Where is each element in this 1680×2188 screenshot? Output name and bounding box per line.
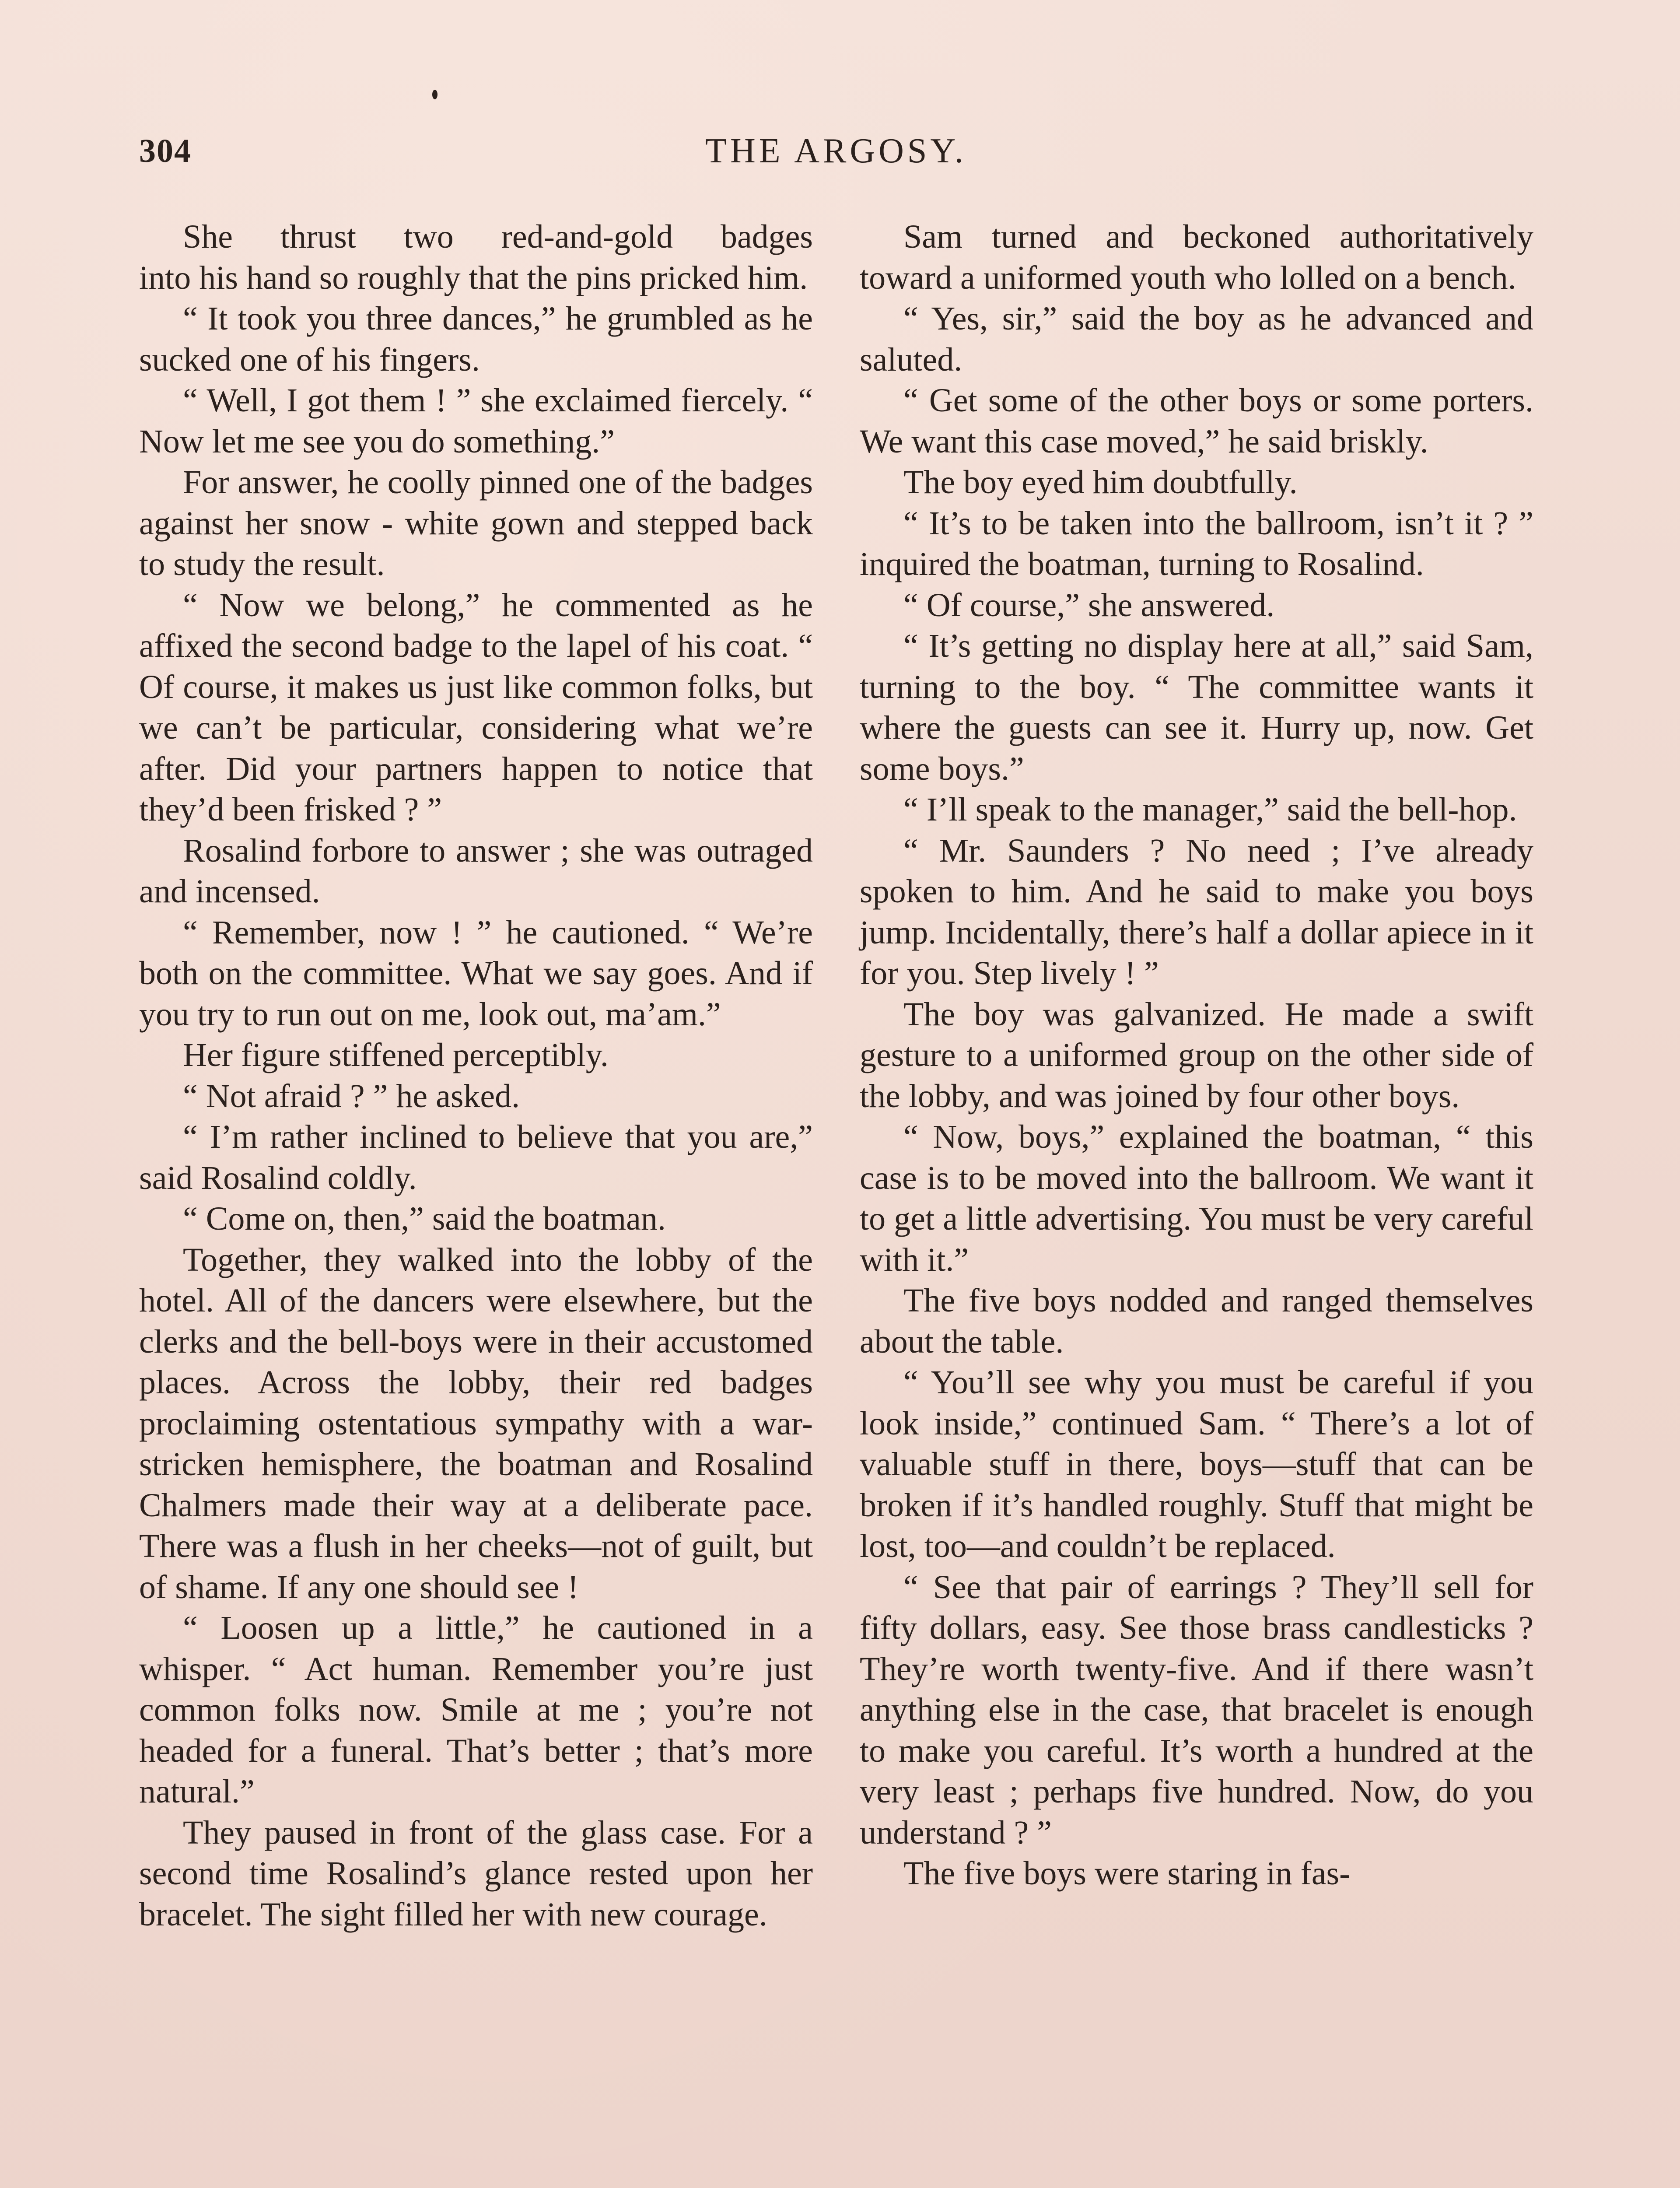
paragraph: “ See that pair of earrings ? They’ll sell for fifty dollars, easy. See those brass candlesticks ? They’re worth twenty-five. And if there wasn’t anything else in the case, that bracelet is enough to make you careful. It’s worth a hundred at the very least ; perhaps five hundred. Now, do you understand ? ” <box>860 1568 1533 1851</box>
paragraph: Together, they walked into the lobby of the hotel. All of the dancers were elsewhere, but the clerks and the bell-boys were in their accustomed places. Across the lobby, their red badges proclaiming ostentatious sympathy with a war-stricken hemisphere, the boatman and Rosalind Chalmers made their way at a deliberate pace. There was a flush in her cheeks—not of guilt, but of shame. If any one should see ! <box>139 1241 813 1606</box>
page-number: 304 <box>139 133 192 169</box>
paragraph: Sam turned and beckoned authoritatively toward a uniformed youth who lolled on a bench. <box>860 218 1533 296</box>
page-header <box>139 128 1533 176</box>
paragraph: “ Come on, then,” said the boatman. <box>183 1200 666 1237</box>
paragraph: The boy was galvanized. He made a swift gesture to a uniformed group on the other side of the lobby, and was joined by four other boys. <box>860 996 1533 1115</box>
paragraph: “ It’s to be taken into the ballroom, isn’t it ? ” inquired the boatman, turning to Rosalind. <box>860 505 1533 582</box>
paragraph: “ Loosen up a little,” he cautioned in a whisper. “ Act human. Remember you’re just common folks now. Smile at me ; you’re not headed for a funeral. That’s better ; that’s more natural.” <box>139 1609 813 1810</box>
paragraph: “ Now we belong,” he commented as he affixed the second badge to the lapel of his coat. “ Of course, it makes us just like common folks, but we can’t be particular, considering what we’re after. Did your partners happen to notice that they’d been frisked ? ” <box>139 586 813 828</box>
paragraph: For answer, he coolly pinned one of the badges against her snow - white gown and stepped back to study the result. <box>139 464 813 582</box>
paragraph: The five boys nodded and ranged themselves about the table. <box>860 1282 1533 1360</box>
paragraph: “ Not afraid ? ” he asked. <box>183 1077 520 1115</box>
ink-speck <box>432 90 438 99</box>
paragraph-first-line: She thrust two red-and-gold badges <box>183 218 813 255</box>
paragraph: The five boys were staring in fas- <box>903 1855 1351 1892</box>
right-column <box>860 217 1533 1894</box>
paragraph: “ I’ll speak to the manager,” said the bell-hop. <box>903 791 1517 828</box>
paragraph: into his hand so roughly that the pins pricked him. <box>139 259 808 296</box>
paragraph: “ It’s getting no display here at all,” said Sam, turning to the boy. “ The committee wants it where the guests can see it. Hurry up, now. Get some boys.” <box>860 628 1533 787</box>
paragraph: “ You’ll see why you must be careful if you look inside,” continued Sam. “ There’s a lot of valuable stuff in there, boys—stuff that can be broken if it’s handled roughly. Stuff that might be lost, too—and couldn’t be replaced. <box>860 1364 1533 1564</box>
paragraph: “ It took you three dances,” he grumbled as he sucked one of his fingers. <box>139 300 813 378</box>
paragraph: “ Now, boys,” explained the boatman, “ this case is to be moved into the ballroom. We want it to get a little advertising. You must be very careful with it.” <box>860 1119 1533 1278</box>
paragraph: “ Mr. Saunders ? No need ; I’ve already spoken to him. And he said to make you boys jump. Incidentally, there’s half a dollar apiece in it for you. Step lively ! ” <box>860 832 1533 992</box>
paragraph: “ Well, I got them ! ” she exclaimed fiercely. “ Now let me see you do something.” <box>139 382 813 460</box>
paragraph: Her figure stiffened perceptibly. <box>183 1037 609 1073</box>
left-column <box>139 217 813 1935</box>
paragraph: “ Get some of the other boys or some porters. We want this case moved,” he said briskly. <box>860 382 1533 460</box>
paragraph: “ Yes, sir,” said the boy as he advanced and saluted. <box>860 300 1533 378</box>
paragraph: The boy eyed him doubtfully. <box>903 464 1298 501</box>
paragraph: “ Remember, now ! ” he cautioned. “ We’re both on the committee. What we say goes. And if you try to run out on me, look out, ma’am.” <box>139 914 813 1033</box>
running-title: THE ARGOSY. <box>705 132 967 170</box>
paragraph: “ Of course,” she answered. <box>903 586 1275 624</box>
paragraph: “ I’m rather inclined to believe that you are,” said Rosalind coldly. <box>139 1119 813 1196</box>
paragraph: Rosalind forbore to answer ; she was outraged and incensed. <box>139 832 813 910</box>
paragraph: They paused in front of the glass case. For a second time Rosalind’s glance rested upon her bracelet. The sight filled her with new courage. <box>139 1814 813 1933</box>
